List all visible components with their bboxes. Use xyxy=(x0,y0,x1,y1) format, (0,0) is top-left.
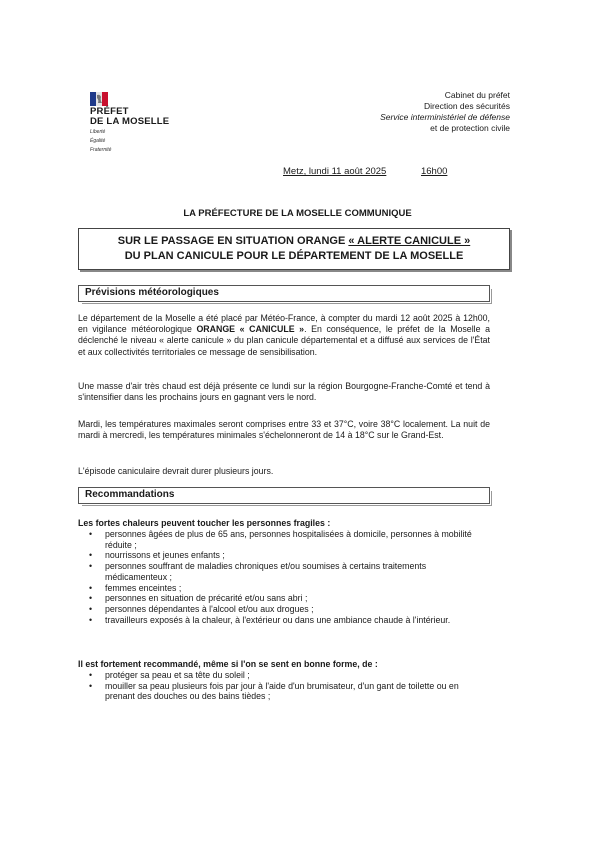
list-item xyxy=(78,670,490,681)
bullet-icon: • xyxy=(89,582,93,593)
title-line-2: DU PLAN CANICULE POUR LE DÉPARTEMENT DE LA MOSELLE xyxy=(124,250,464,262)
bullet-icon: • xyxy=(89,614,93,625)
logo-line: PRÉFET xyxy=(90,106,129,117)
time: 16h00 xyxy=(420,166,448,177)
prefecture-logo xyxy=(90,92,180,153)
list-item-text: personnes en situation de précarité et/ou sans abri ; xyxy=(105,593,308,604)
list-item xyxy=(78,604,490,615)
list-item-text: travailleurs exposés à la chaleur, à l'extérieur ou dans une ambiance chaude à l'intérieur. xyxy=(105,614,451,625)
service-line: Service interministériel de défense xyxy=(380,112,510,122)
section-heading-previsions: Prévisions météorologiques xyxy=(78,285,490,302)
service-line: et de protection civile xyxy=(430,123,510,133)
section-heading-recommandations: Recommandations xyxy=(78,487,490,504)
bullet-icon: • xyxy=(89,680,93,691)
paragraph: Mardi, les températures maximales seront comprises entre 33 et 37°C, voire 38°C localement. La nuit de mardi à mercredi, les températures minimales s'échelonneront de 14 à 18°C sur le Grand-Est. xyxy=(78,419,490,441)
bullet-icon: • xyxy=(89,670,93,680)
dateline xyxy=(283,166,447,177)
list-item-text: personnes dépendantes à l'alcool et/ou aux drogues ; xyxy=(105,603,314,614)
paragraph-text: Le département de la Moselle a été placé par Météo-France, à compter du mardi 12 août 2025 à 12h00, en vigilance météorologique xyxy=(78,313,490,335)
paragraph: L'épisode caniculaire devrait durer plusieurs jours. xyxy=(78,466,274,476)
date: Metz, lundi 11 août 2025 xyxy=(283,166,387,177)
list-item xyxy=(78,681,490,702)
list-item-text: personnes souffrant de maladies chroniques et/ou soumises à certains traitements médicamenteux ; xyxy=(105,561,427,582)
list-item xyxy=(78,561,490,582)
bullet-icon: • xyxy=(89,561,93,572)
advice-list xyxy=(78,670,490,702)
advice-lead: Il est fortement recommandé, même si l'on se sent en bonne forme, de : xyxy=(78,659,378,669)
motto-line: Égalité xyxy=(90,137,106,144)
fragile-lead: Les fortes chaleurs peuvent toucher les personnes fragiles : xyxy=(78,518,331,528)
issuing-office xyxy=(380,90,510,134)
office-line: Cabinet du préfet xyxy=(444,90,510,100)
list-item xyxy=(78,593,490,604)
list-item-text: personnes âgées de plus de 65 ans, personnes hospitalisées à domicile, personnes à mobilité réduite ; xyxy=(105,529,472,550)
list-item xyxy=(78,615,490,626)
motto-line: Liberté xyxy=(90,129,106,135)
title-line-1 xyxy=(79,234,509,249)
title-box xyxy=(78,228,510,270)
bullet-icon: • xyxy=(89,529,93,539)
bullet-icon: • xyxy=(89,550,93,561)
paragraph xyxy=(78,313,490,358)
vigilance-level: ORANGE « CANICULE » xyxy=(196,324,305,335)
logo-line: DE LA MOSELLE xyxy=(90,116,170,127)
paragraph: Une masse d'air très chaud est déjà présente ce lundi sur la région Bourgogne-Franche-Comté et tend à s'intensifier dans les prochains jours en gagnant vers le nord. xyxy=(78,381,490,403)
list-item-text: femmes enceintes ; xyxy=(105,582,182,593)
list-item-text: mouiller sa peau plusieurs fois par jour à l'aide d'un brumisateur, d'un gant de toilette ou en prenant des douches ou des bains tièdes ; xyxy=(105,680,459,702)
title-highlight: « ALERTE CANICULE » xyxy=(348,235,471,247)
list-item xyxy=(78,529,490,550)
marianne-icon xyxy=(90,92,108,106)
communique-heading: LA PRÉFECTURE DE LA MOSELLE COMMUNIQUE xyxy=(183,208,412,219)
motto-line: Fraternité xyxy=(90,146,112,153)
fragile-list xyxy=(78,529,490,625)
list-item-text: nourrissons et jeunes enfants ; xyxy=(105,550,225,561)
title-prefix: SUR LE PASSAGE EN SITUATION ORANGE xyxy=(117,235,349,247)
bullet-icon: • xyxy=(89,603,93,614)
paragraph-text: . En conséquence, le préfet de la Moselle a déclenché le niveau « alerte canicule » du plan canicule départemental et a diffusé aux services de l'État et aux collectivités territoriales ce message de sensibilisation. xyxy=(78,324,490,357)
list-item xyxy=(78,583,490,594)
list-item-text: protéger sa peau et sa tête du soleil ; xyxy=(105,670,250,680)
bullet-icon: • xyxy=(89,593,93,604)
office-line: Direction des sécurités xyxy=(424,101,510,111)
list-item xyxy=(78,550,490,561)
